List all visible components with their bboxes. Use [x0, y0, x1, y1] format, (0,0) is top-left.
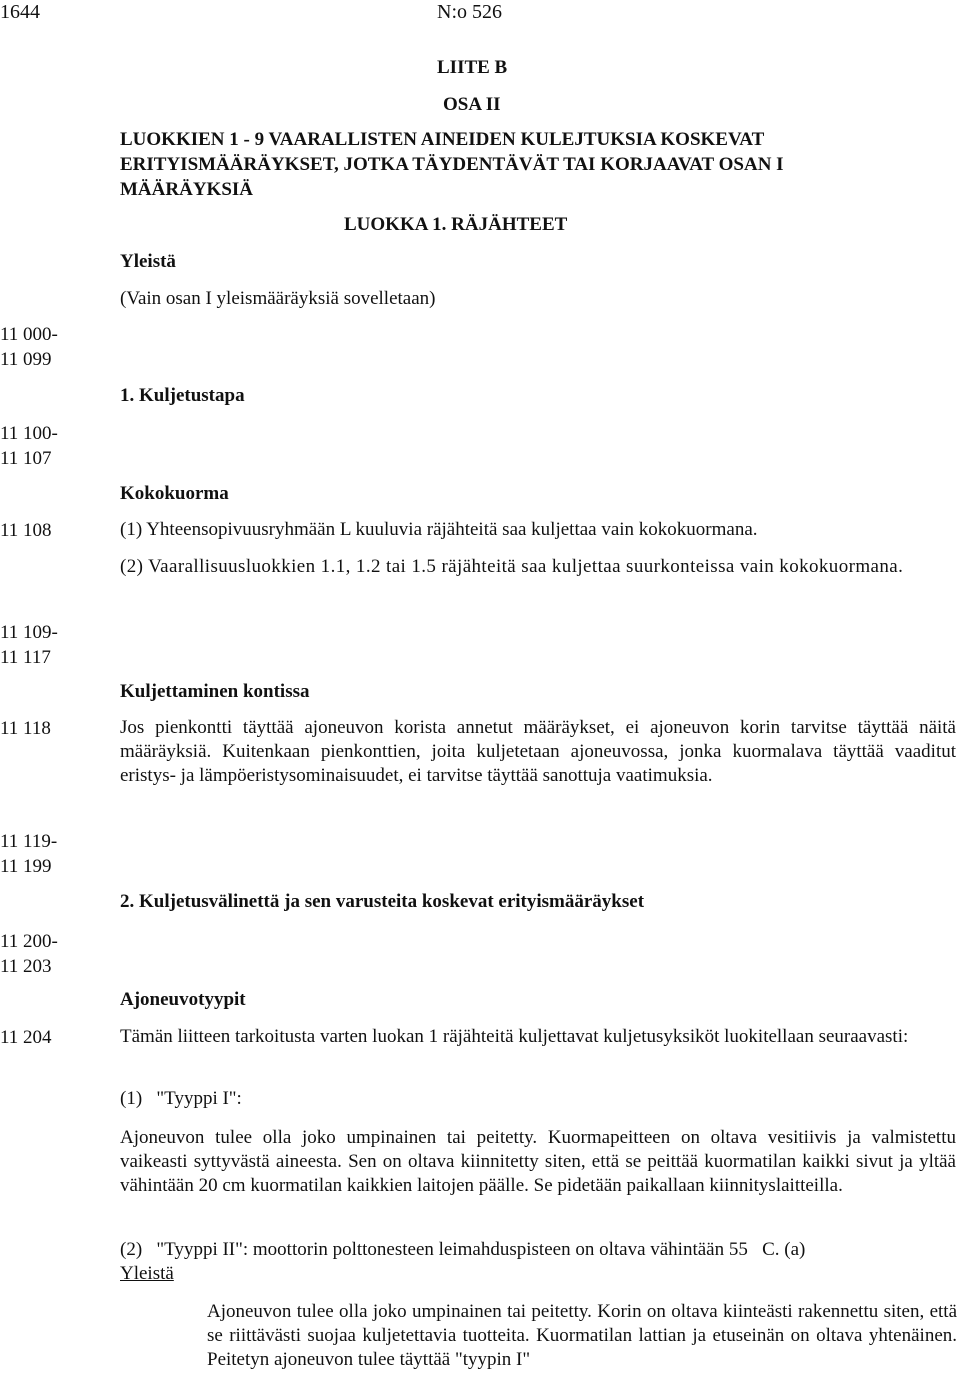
margin-number-11119 — [0, 829, 57, 879]
paragraph-11204: Tämän liitteen tarkoitusta varten luokan 1 räjähteitä kuljettavat kuljetusyksiköt luokitellaan seuraavasti: — [120, 1026, 909, 1047]
margin-number-11000 — [0, 322, 58, 372]
paragraph-11108-2: (2) Vaarallisuusluokkien 1.1, 1.2 tai 1.5 räjähteitä saa kuljettaa suurkonteissa vain kokokuormana. — [120, 556, 904, 577]
underlined-yleista: Yleistä — [120, 1263, 174, 1284]
margin-number-line: 11 000- — [0, 324, 58, 345]
paragraph-11118 — [120, 716, 956, 788]
margin-number-line: 11 203 — [0, 956, 52, 977]
annex-title: LIITE B — [437, 57, 508, 78]
margin-number-line: 11 204 — [0, 1027, 52, 1048]
paragraph-11118-part-2: Kuitenkaan pienkonttien, joita kuljetetaan ajoneuvossa, jonka kuormalava täyttää vaaditut eristys- ja lämpöeristysominaisuudet, ei tarvitse täyttää sanottuja vaatimuksia. — [120, 741, 956, 786]
margin-number-line: 11 118 — [0, 718, 51, 739]
margin-number-line: 11 107 — [0, 448, 52, 469]
type-1-label: (1) "Tyyppi I": — [120, 1088, 242, 1109]
subheading-kokokuorma: Kokokuorma — [120, 483, 229, 504]
class-heading: LUOKKA 1. RÄJÄHTEET — [344, 214, 568, 235]
margin-number-line: 11 100- — [0, 423, 58, 444]
margin-number-line: 11 199 — [0, 856, 52, 877]
subheading-kuljettaminen-kontissa: Kuljettaminen kontissa — [120, 681, 310, 702]
margin-number-line: 11 109- — [0, 622, 58, 643]
paragraph-11108: (1) Yhteensopivuusryhmään L kuuluvia räjähteitä saa kuljettaa vain kokokuormana. — [120, 519, 758, 540]
margin-number-line: 11 119- — [0, 831, 58, 852]
paragraph-type-1: Ajoneuvon tulee olla joko umpinainen tai peitetty. Kuormapeitteen on oltava vesitiivis ja valmistettu vaikeasti syttyvästä aineesta. Sen on oltava kiinnitetty siten, että se peittää kuormatilan kaikki sivut ja yltää vähintään 20 cm kuormatilan kaikkien laitojen päälle. Se pidetään paikallaan kiinnityslaitteilla. — [120, 1127, 956, 1196]
margin-number-11109 — [0, 620, 58, 670]
heading-line-3: MÄÄRÄYKSIÄ — [120, 179, 253, 200]
part-title: OSA II — [443, 94, 501, 115]
heading-line-2: ERITYISMÄÄRÄYKSET, JOTKA TÄYDENTÄVÄT TAI KORJAAVAT OSAN I — [120, 154, 784, 175]
margin-number-11200 — [0, 929, 58, 979]
paragraph-11118-part-1: Jos pienkontti täyttää ajoneuvon korista annetut määräykset, ei ajoneuvon korin tarvitse täyttää näitä määräyksiä. — [120, 717, 956, 762]
type-2-label: (2) "Tyyppi II": moottorin polttonesteen leimahduspisteen on oltava vähintään 55 C. (a) — [120, 1239, 806, 1260]
page-number: 1644 — [0, 1, 40, 23]
margin-number-line: 11 108 — [0, 520, 52, 541]
section-heading-kuljetustapa: 1. Kuljetustapa — [120, 385, 245, 406]
general-note: (Vain osan I yleismääräyksiä sovelletaan) — [120, 288, 436, 309]
margin-number-line: 11 200- — [0, 931, 58, 952]
margin-number-line: 11 099 — [0, 349, 52, 370]
issue-number: N:o 526 — [437, 1, 502, 23]
section-heading-2: 2. Kuljetusvälinettä ja sen varusteita koskevat erityismääräykset — [120, 891, 645, 912]
subheading-ajoneuvotyypit: Ajoneuvotyypit — [120, 989, 246, 1010]
margin-number-line: 11 117 — [0, 647, 51, 668]
margin-number-11100 — [0, 421, 58, 471]
paragraph-type-2: Ajoneuvon tulee olla joko umpinainen tai peitetty. Korin on oltava kiinteästi rakennettu siten, että se riittävästi suojaa kuljetettavia tuotteita. Kuormatilan lattian ja etuseinän on oltava yhtenäinen. Peitetyn ajoneuvon tulee täyttää "tyypin I" — [207, 1301, 957, 1370]
margin-number-11108 — [0, 518, 52, 543]
margin-number-11118 — [0, 716, 51, 741]
section-heading-yleista: Yleistä — [120, 251, 176, 272]
heading-line-1: LUOKKIEN 1 - 9 VAARALLISTEN AINEIDEN KULEJTUKSIA KOSKEVAT — [120, 129, 765, 150]
margin-number-11204 — [0, 1025, 52, 1050]
